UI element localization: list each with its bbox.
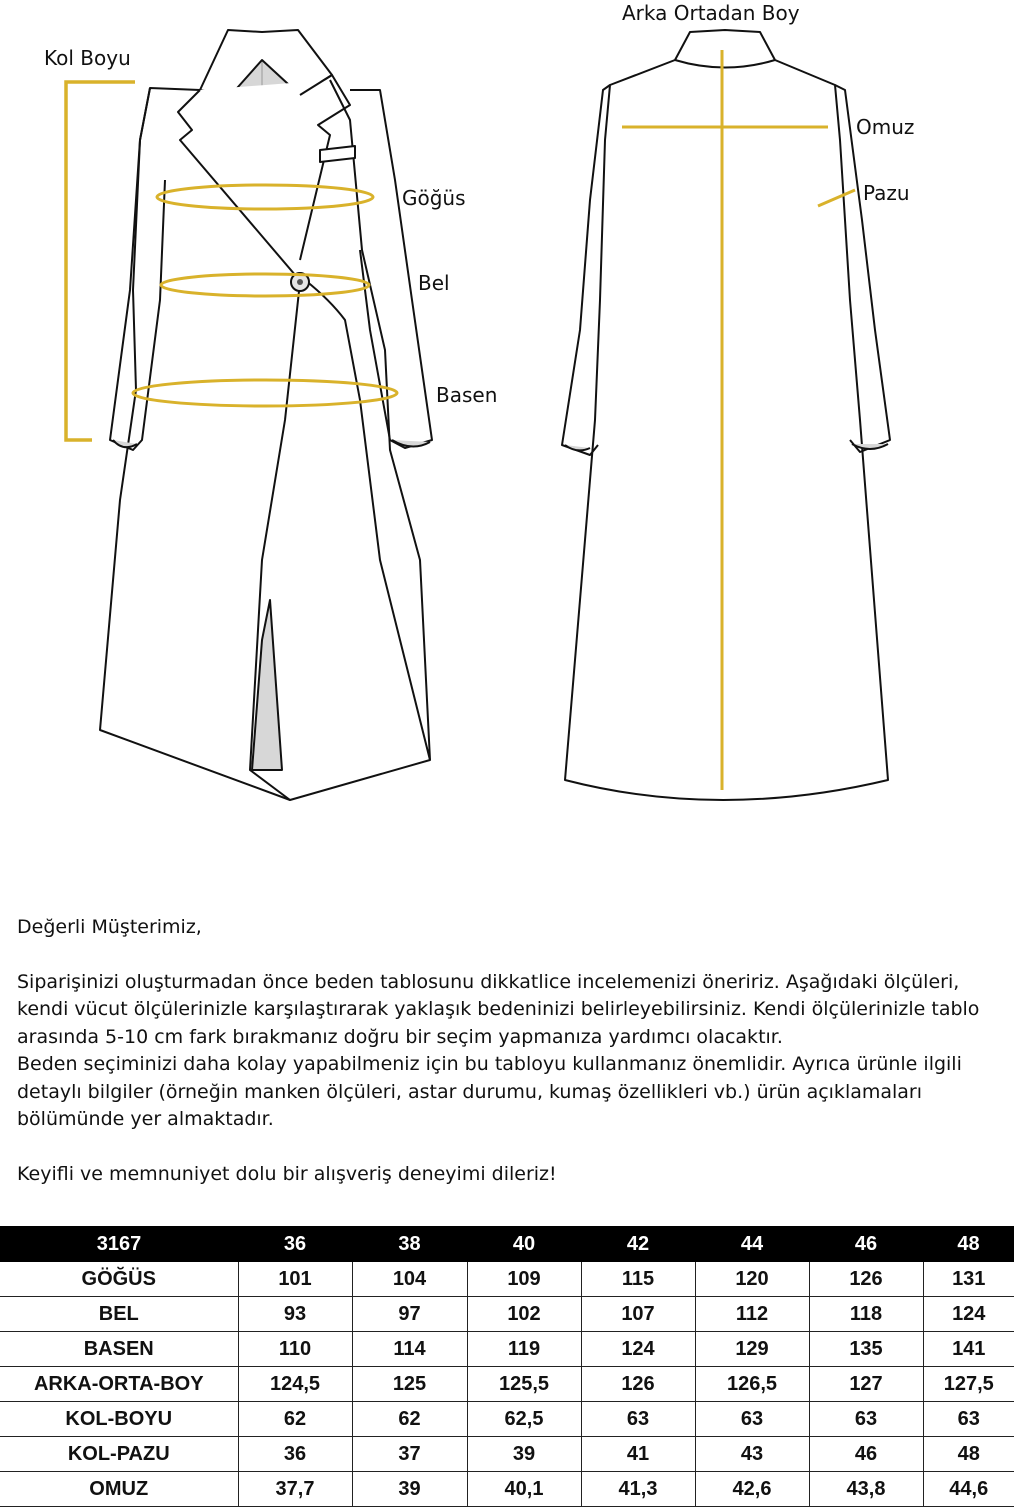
table-cell: 124 <box>581 1332 695 1367</box>
table-cell: 46 <box>809 1437 923 1472</box>
header-size: 42 <box>581 1226 695 1262</box>
table-cell: 112 <box>695 1297 809 1332</box>
table-cell: 36 <box>238 1437 352 1472</box>
table-cell: 97 <box>352 1297 467 1332</box>
table-header-row <box>0 1226 1014 1262</box>
table-cell: 48 <box>923 1437 1014 1472</box>
table-cell: 63 <box>581 1402 695 1437</box>
row-label: KOL-PAZU <box>0 1437 238 1472</box>
table-cell: 63 <box>923 1402 1014 1437</box>
table-cell: 126 <box>581 1367 695 1402</box>
table-cell: 125,5 <box>467 1367 581 1402</box>
table-cell: 118 <box>809 1297 923 1332</box>
header-model-code: 3167 <box>0 1226 238 1262</box>
table-cell: 102 <box>467 1297 581 1332</box>
label-bel: Bel <box>418 271 450 295</box>
table-row <box>0 1367 1014 1402</box>
table-cell: 110 <box>238 1332 352 1367</box>
label-omuz: Omuz <box>856 115 915 139</box>
table-cell: 41,3 <box>581 1472 695 1507</box>
table-cell: 37,7 <box>238 1472 352 1507</box>
table-cell: 109 <box>467 1262 581 1297</box>
table-cell: 42,6 <box>695 1472 809 1507</box>
label-basen: Basen <box>436 383 498 407</box>
header-size: 38 <box>352 1226 467 1262</box>
spacer <box>17 942 997 969</box>
table-cell: 43 <box>695 1437 809 1472</box>
table-cell: 41 <box>581 1437 695 1472</box>
table-cell: 114 <box>352 1332 467 1367</box>
row-label: ARKA-ORTA-BOY <box>0 1367 238 1402</box>
table-row <box>0 1297 1014 1332</box>
label-gogus: Göğüs <box>402 186 466 210</box>
table-cell: 62 <box>352 1402 467 1437</box>
row-label: GÖĞÜS <box>0 1262 238 1297</box>
table-cell: 127,5 <box>923 1367 1014 1402</box>
table-row <box>0 1472 1014 1507</box>
table-cell: 120 <box>695 1262 809 1297</box>
size-table <box>0 1226 1014 1507</box>
table-cell: 37 <box>352 1437 467 1472</box>
row-label: OMUZ <box>0 1472 238 1507</box>
message-paragraph-2: Beden seçiminizi daha kolay yapabilmeniz için bu tabloyu kullanmanız önemlidir. Ayrıca ürünle ilgili detaylı bilgiler (örneğin manken ölçüleri, astar durumu, kumaş özellikleri vb.) ürün açıklamaları bölümünde yer almaktadır. <box>17 1053 962 1130</box>
row-label: BASEN <box>0 1332 238 1367</box>
table-cell: 125 <box>352 1367 467 1402</box>
label-kol-boyu: Kol Boyu <box>44 46 131 70</box>
table-cell: 104 <box>352 1262 467 1297</box>
table-cell: 39 <box>467 1437 581 1472</box>
table-row <box>0 1262 1014 1297</box>
header-size: 40 <box>467 1226 581 1262</box>
table-cell: 127 <box>809 1367 923 1402</box>
row-label: KOL-BOYU <box>0 1402 238 1437</box>
table-cell: 131 <box>923 1262 1014 1297</box>
table-cell: 124 <box>923 1297 1014 1332</box>
message-greeting: Değerli Müşterimiz, <box>17 916 202 938</box>
table-cell: 135 <box>809 1332 923 1367</box>
message-closing: Keyifli ve memnuniyet dolu bir alışveriş deneyimi dileriz! <box>17 1162 557 1185</box>
label-arka-ortadan-boy: Arka Ortadan Boy <box>622 1 800 25</box>
back-coat-drawing <box>562 30 890 800</box>
table-cell: 43,8 <box>809 1472 923 1507</box>
table-cell: 119 <box>467 1332 581 1367</box>
header-size: 36 <box>238 1226 352 1262</box>
table-cell: 44,6 <box>923 1472 1014 1507</box>
header-size: 48 <box>923 1226 1014 1262</box>
table-cell: 141 <box>923 1332 1014 1367</box>
header-size: 46 <box>809 1226 923 1262</box>
table-cell: 129 <box>695 1332 809 1367</box>
header-size: 44 <box>695 1226 809 1262</box>
table-cell: 107 <box>581 1297 695 1332</box>
front-coat-drawing <box>100 30 432 800</box>
table-cell: 62,5 <box>467 1402 581 1437</box>
table-cell: 126,5 <box>695 1367 809 1402</box>
row-label: BEL <box>0 1297 238 1332</box>
table-row <box>0 1402 1014 1437</box>
table-cell: 126 <box>809 1262 923 1297</box>
table-cell: 63 <box>809 1402 923 1437</box>
table-cell: 93 <box>238 1297 352 1332</box>
table-cell: 101 <box>238 1262 352 1297</box>
table-cell: 40,1 <box>467 1472 581 1507</box>
table-cell: 63 <box>695 1402 809 1437</box>
message-paragraph-1: Siparişinizi oluşturmadan önce beden tablosunu dikkatlice incelemenizi öneririz. Aşağıdaki ölçüleri, kendi vücut ölçülerinizle karşılaştırarak yaklaşık bedeninizi belirleyebilirsiniz. Kendi ölçülerinizle tablo arasında 5-10 cm fark bırakmanız doğru bir seçim yapmanıza yardımcı olacaktır. <box>17 970 980 1048</box>
table-cell: 124,5 <box>238 1367 352 1402</box>
table-cell: 62 <box>238 1402 352 1437</box>
spacer <box>17 1134 997 1161</box>
table-row <box>0 1437 1014 1472</box>
table-row <box>0 1332 1014 1367</box>
table-cell: 39 <box>352 1472 467 1507</box>
label-pazu: Pazu <box>863 181 910 205</box>
table-cell: 115 <box>581 1262 695 1297</box>
customer-message <box>17 914 997 1188</box>
